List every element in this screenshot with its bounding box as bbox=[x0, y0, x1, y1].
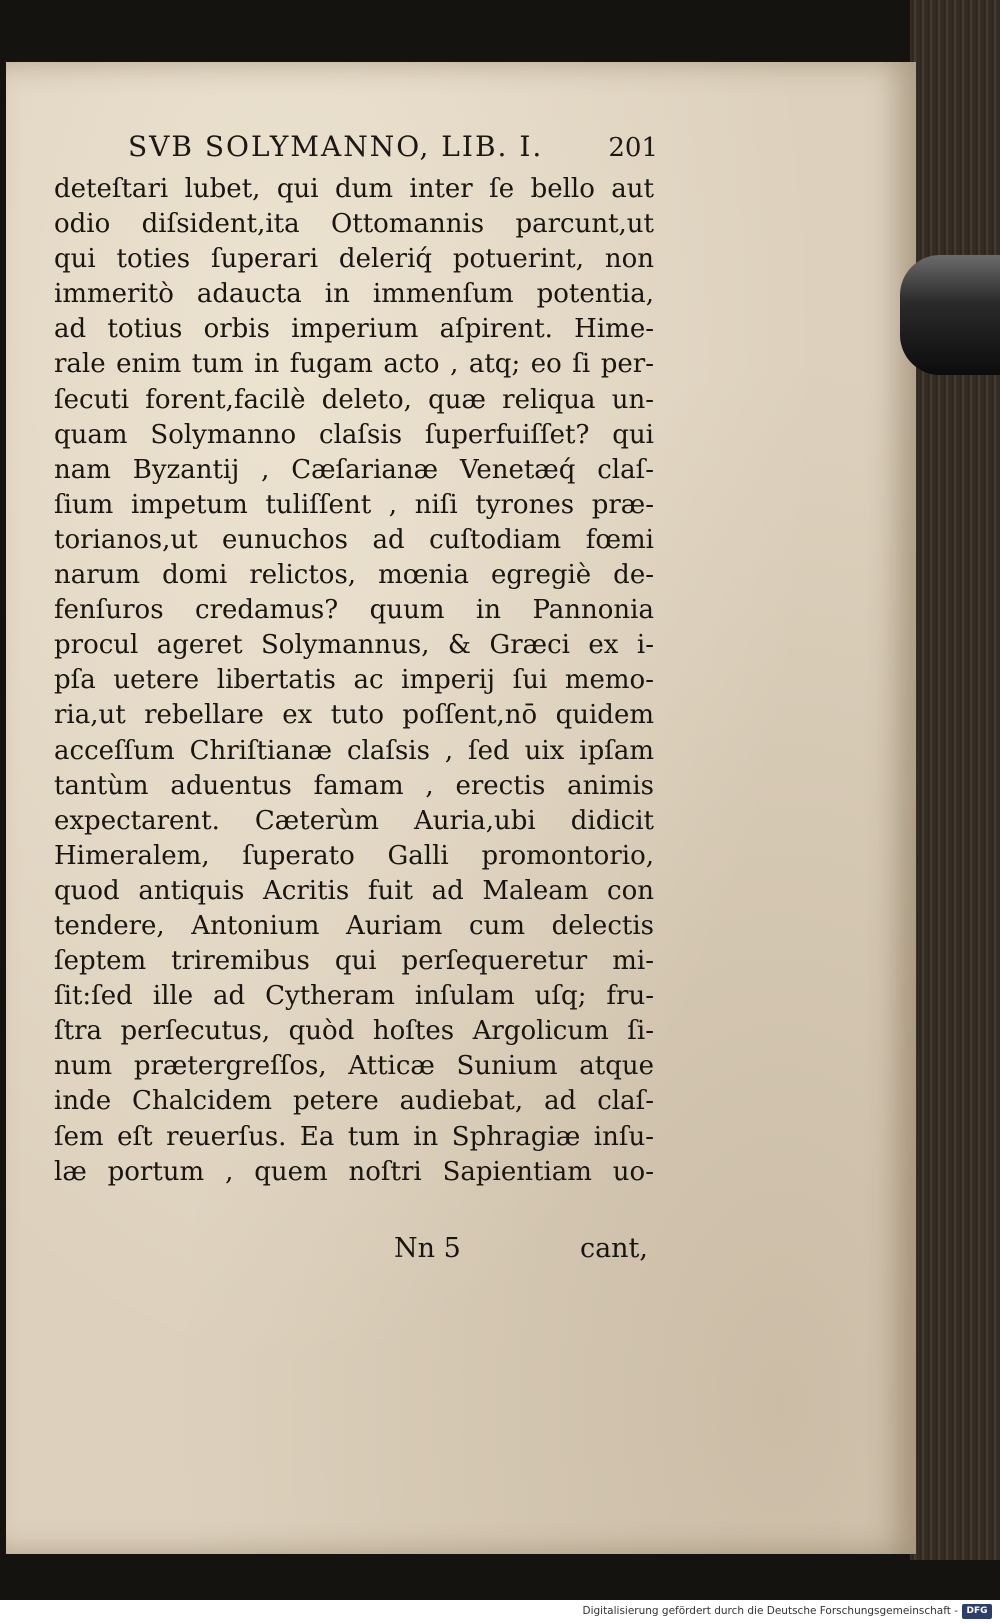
text-line: tantùm aduentus famam , erectis animis bbox=[54, 770, 654, 801]
text-line: inde Chalcidem petere audiebat, ad claſ- bbox=[54, 1086, 654, 1117]
text-line: læ portum , quem noſtri Sapientiam uo- bbox=[54, 1156, 654, 1187]
text-line: Himeralem, ſuperato Galli promontorio, bbox=[54, 840, 654, 871]
dfg-logo: DFG bbox=[962, 1604, 992, 1619]
text-line: ſium impetum tuliſſent , niſi tyrones præ- bbox=[54, 489, 654, 520]
text-line: ſit:ſed ille ad Cytheram inſulam uſq; fru- bbox=[54, 981, 654, 1012]
text-line: deteſtari lubet, qui dum inter ſe bello aut bbox=[54, 174, 654, 204]
text-line: ſecuti forent,facilè deleto, quæ reliqua un- bbox=[54, 384, 654, 415]
text-line: num prætergreſſos, Atticæ Sunium atque bbox=[54, 1051, 654, 1082]
signature-line bbox=[54, 1233, 654, 1273]
catchword: cant, bbox=[579, 1233, 648, 1264]
book-fore-edge bbox=[910, 0, 1000, 1560]
text-line: pſa uetere libertatis ac imperij ſui memo- bbox=[54, 665, 654, 696]
text-line: torianos,ut eunuchos ad cuſtodiam fœmi bbox=[54, 524, 654, 555]
text-line: ad totius orbis imperium aſpirent. Hime- bbox=[54, 314, 654, 345]
signature-mark: Nn 5 bbox=[394, 1233, 461, 1264]
folio-number: 201 bbox=[608, 133, 658, 163]
running-head bbox=[128, 130, 658, 163]
text-line: fenſuros credamus? quum in Pannonia bbox=[54, 595, 654, 626]
text-line: qui toties ſuperari deleriq́ potuerint, non bbox=[54, 244, 654, 275]
page-clip bbox=[900, 255, 1000, 375]
text-line: nam Byzantij , Cæſarianæ Venetæq́ claſ- bbox=[54, 454, 654, 485]
text-line: ria,ut rebellare ex tuto poſſent,nō quidem bbox=[54, 700, 654, 731]
text-block bbox=[54, 172, 654, 1190]
running-head-title: SVB SOLYMANNO, LIB. I. bbox=[128, 130, 544, 163]
text-line: immeritò adaucta in immenſum potentia, bbox=[54, 279, 654, 310]
text-line: quod antiquis Acritis fuit ad Maleam con bbox=[54, 875, 654, 906]
text-line: ſtra perſecutus, quòd hoſtes Argolicum ſi- bbox=[54, 1016, 654, 1047]
text-line: procul ageret Solymannus, & Græci ex i- bbox=[54, 630, 654, 661]
text-line: rale enim tum in fugam acto , atq; eo ſi per- bbox=[54, 349, 654, 380]
text-line: quam Solymanno claſsis ſuperfuiſſet? qui bbox=[54, 419, 654, 450]
text-line: expectarent. Cæterùm Auria,ubi didicit bbox=[54, 805, 654, 836]
text-line: ſem eſt reuerſus. Ea tum in Sphragiæ inſu- bbox=[54, 1121, 654, 1152]
text-line: ſeptem triremibus qui perſequeretur mi- bbox=[54, 946, 654, 977]
text-line: odio diſsident,ita Ottomannis parcunt,ut bbox=[54, 209, 654, 240]
footer-credit: Digitalisierung gefördert durch die Deutsche Forschungsgemeinschaft - bbox=[582, 1605, 958, 1617]
text-line: tendere, Antonium Auriam cum delectis bbox=[54, 910, 654, 941]
text-line: acceſſum Chriſtianæ claſsis , ſed uix ipſam bbox=[54, 735, 654, 766]
text-line: narum domi relictos, mœnia egregiè de- bbox=[54, 560, 654, 591]
